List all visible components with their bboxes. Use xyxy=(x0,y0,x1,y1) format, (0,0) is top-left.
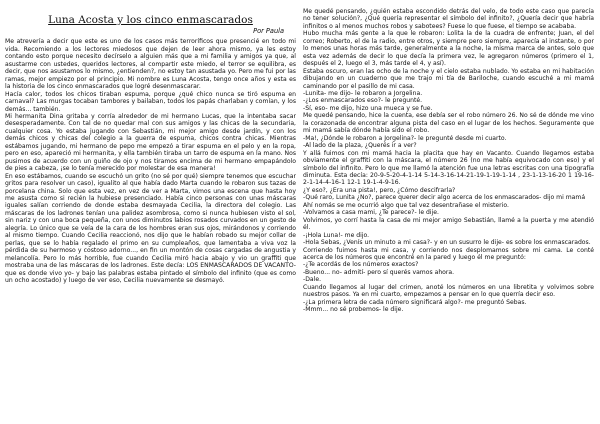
paragraph: -Sí, eso- me dijo, hizo una mueca y se fue. xyxy=(303,104,433,112)
paragraph: -Ma!, ¿Dónde le robaron a Jorgelina?- le pregunté desde mi cuarto. xyxy=(303,134,507,142)
paragraph: -¿Te acordás de los números exactos? xyxy=(303,261,419,269)
right-column xyxy=(303,8,594,314)
paragraph: -Lunita- me dijo- le robaron a Jorgelina. xyxy=(303,89,423,97)
paragraph: -Mmm... no sé probemos- le dije. xyxy=(303,306,404,314)
paragraph: -Bueno... no- admití- pero sí querés vamos ahora. xyxy=(303,268,455,276)
paragraph: Hacía calor, todos los chicos tiraban espuma, porque ¿qué chico nunca se tiró espuma en carnaval? Las murgas tocaban tambores y bailaban, todos los papás charlaban y comían, y los demás... también. xyxy=(5,90,296,113)
paragraph: -Al lado de la plaza, ¿Querés ir a ver? xyxy=(303,142,417,150)
paragraph: -¿La primera letra de cada número significará algo?- me preguntó Sebas. xyxy=(303,298,527,306)
paragraph: -Qué raro, Lunita ¿No?, parece querer decir algo acerca de los enmascarados- dijo mi mamá xyxy=(303,194,586,202)
paragraph: Ahí nomás se me ocurrió algo que tal vez desentrañase el misterio. xyxy=(303,201,509,209)
paragraph: ¿Y eso?, ¿Era una pista!, pero, ¿Cómo descifrarla? xyxy=(303,186,456,194)
paragraph: -Dale. xyxy=(303,276,322,284)
paragraph: En eso estábamos, cuando se escuchó un grito (no sé por qué) siempre tenemos que escuchar gritos para resolver un caso), igualito al que había dado Marta cuando le robaron sus tazas de porcelana china. Solo que esta vez, en vez de ver a Marta, vimos una escena que hasta hoy me asusta como si recién la hubiese presenciado. Había cinco personas con unas máscaras iguales salían corriendo de donde estaba desmayada Cecilia, la directora del colegio. Las máscaras de los ladrones tenían una palidez asombrosa, como si nunca hubiesen visto el sol, sin nariz y con una boca pequeña, con unos diminutos labios rosados curvados en un gesto de alegría. Lo único que se veía de la cara de los hombres eran sus ojos, mirándonos y corriendo al mismo tiempo. Cuando Cecilia reaccionó, nos dijo que le habían robado su mejor collar de perlas, que se lo había regalado el primo en su cumpleaños, que lamentaba a viva voz la pérdida de su hermoso y costoso adorno..., en fin un montón de cosas cargadas de angustia y melancolía. Pero lo más horrible, fue cuando Cecilia miró hacia abajo y vio un graffiti que mostraba una de las máscaras de los ladrones. Este decía: LOS ENMASCARADOS DE VACANTO-que es donde vivo yo- y bajo las palabras estaba pintado el símbolo del infinito (que es como un ocho acostado) y luego de ver eso, Cecilia nuevamente se desmayó. xyxy=(5,172,296,284)
paragraph: Me quedé pensando, ¿quién estaba escondido detrás del velo, de todo este caso que parecía no tener solución?, ¿Qué quería representar el símbolo del infinito?, ¿Quería decir que habría infinitos o al menos muchos robos y sabotees? Fuese lo que fuese, el tiempo se acababa. xyxy=(303,8,594,30)
paragraph: -¡Hola Luna!- me dijo. xyxy=(303,231,370,239)
paragraph: Cuando llegamos al lugar del crimen, anoté los números en una libretita y volvimos sobre nuestros pasos. Ya en mi cuarto, empezamos a pensar en lo que querría decir eso. xyxy=(303,283,594,299)
paragraph: Volvimos, yo corrí hasta la casa de mi mejor amigo Sebastián, llamé a la puerta y me atendió él. xyxy=(303,216,594,232)
paragraph: Estaba oscuro, eran las ocho de la noche y el cielo estaba nublado. Yo estaba en mi habitación dibujando en un cuaderno que me trajo mi tía de Bariloche, cuando escuché a mi mamá caminando por el pasillo de mi casa. xyxy=(303,67,594,90)
paragraph: Corriendo fuimos hasta mi casa, y corriendo nos desplomamos sobre mi cama. Le conté acerca de los números que encontré en la pared y luego él me preguntó: xyxy=(303,246,594,261)
paragraph: Me atrevería a decir que este es uno de los casos más terroríficos que presencié en todo mi vida. Recomiendo a los lectores miedosos que dejen de leer ahora mismo, ya les estoy contando esto porque necesito decírselo a alguien más que a mi familia y amigos ya que, al asustarme con ustedes, queridos lectores, al compartir este miedo, el terror se equilibra, es decir, que nos asustamos lo mismo, ¿entienden?, no estoy tan asustada yo. Pero me fui por las ramas, mejor empiezo por el principio. Mi nombre es Luna Acosta, tengo once años y esta es la historia de los cinco enmascarados que logré desenmascarar. xyxy=(5,38,296,91)
paragraph: -Hola Sebas, ¿Venís un minuto a mi casa?- y en un susurro le dije- es sobre los enmascarados. xyxy=(303,239,591,247)
paragraph: Me quedé pensando, hice la cuenta, ese debía ser el robo número 26. No sé de dónde me vino la corazonada de encontrar alguna pista del caso en el lugar de los hechos. Seguramente que mi mamá sabía dónde había sido el robo. xyxy=(303,112,594,135)
left-column xyxy=(5,8,296,284)
paragraph: Y allá fuimos con mi mamá hacia la placita que hay en Vacanto. Cuando llegamos estaba obviamente el graffiti con la máscara, el número 26 (no me había equivocado con eso) y el símbolo del infinito. Pero lo que me llamó la atención fue una letras escritas con una tipografía diminuta. Esta decía: 20-9-5-20-4-1-14 5-14-3-16-14-21-19-1-19-1-14 , 23-1-13-16-20 1 19-16-2-1-14-4-16-1 12-1 19-1-4-9-16. xyxy=(303,149,594,187)
paragraph: -¿Los enmascarados eso?- le pregunté. xyxy=(303,97,423,105)
paragraph: Mi hermanita Dina gritaba y corría alrededor de mi hermano Lucas, que la intentaba sacar desesperadamente. Con tal de no quedar mal con sus amigos y las chicas de la secundaria, cualquier cosa. Yo estaba jugando con Sebastián, mi mejor amigo desde jardín, y con los demás chicos y chicas del colegio a la guerra de espuma, chicos contra chicas. Mientras estábamos jugando, mi hermano de pepo me empezó a tirar espuma en el pelo y en la ropa, pero en eso, apareció mi hermanita, y ella también tiraba un tarro de espuma en la mano. Nos pusimos de acuerdo con un guiño de ojo y nos tiramos encima de mi hermano empapándolo de pies a cabeza, ¡se lo tenía merecido por molestar de esa manera! xyxy=(5,112,296,173)
story-author: Por Paula xyxy=(253,27,284,35)
story-title: Luna Acosta y los cinco enmascarados xyxy=(48,14,253,26)
paragraph: Hubo mucha más gente a la que le robaron: Lolita la de la cuadra de enfrente; Juan, el del correo; Roberto, el de la radio, entre otros, y siempre pero siempre, aparecía al instante, o por lo menos unas horas más tarde, generalmente a la noche, la misma marca de antes, solo que esta vez además de decir lo que decía la primera vez, le agregaron números (primero el 1, después el 2, luego el 3, más tarde el 4, y así). xyxy=(303,30,594,68)
paragraph: -Volvamos a casa mami, ¿Te parece?- le dije. xyxy=(303,209,439,217)
